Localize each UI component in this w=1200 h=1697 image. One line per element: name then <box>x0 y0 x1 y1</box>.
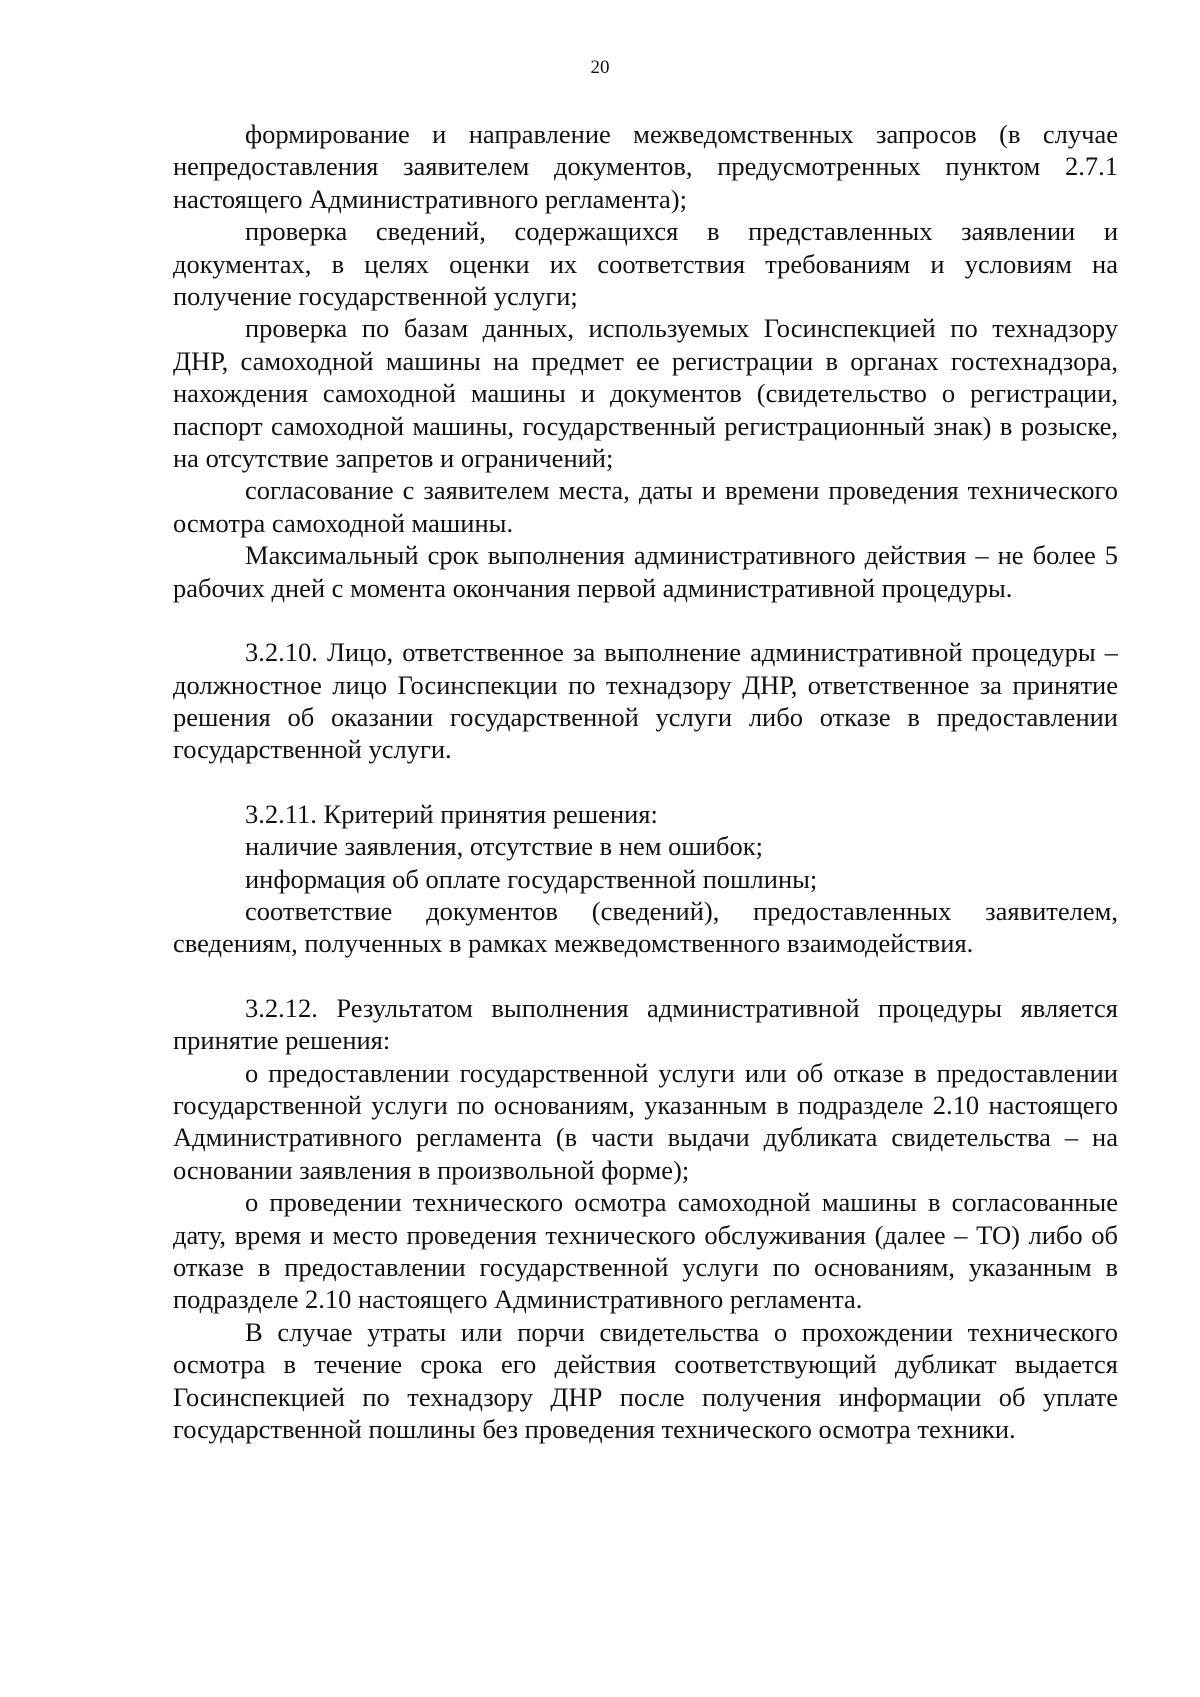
section-3-2-10: 3.2.10. Лицо, ответственное за выполнение административной процедуры – должностное лицо Госинспекции по технадзору ДНР, ответственное за принятие решения об оказании государственной услуги либо отказе в предоставлении государственной услуги. <box>173 637 1118 765</box>
paragraph-decision-inspection: о проведении технического осмотра самоходной машины в согласованные дату, время и место проведения технического обслуживания (далее – ТО) либо об отказе в предоставлении государственной услуги по основаниям, указанным в подразделе 2.10 настоящего Административного регламента. <box>173 1187 1118 1315</box>
paragraph-criterion-application: наличие заявления, отсутствие в нем ошибок; <box>245 831 763 862</box>
paragraph-database-check: проверка по базам данных, используемых Госинспекцией по технадзору ДНР, самоходной машины на предмет ее регистрации в органах гостехнадзора, нахождения самоходной машины и документов (свидетельство о регистрации, паспорт самоходной машины, государственный регистрационный знак) в розыске, на отсутствие запретов и ограничений; <box>173 313 1118 474</box>
section-3-2-11: 3.2.11. Критерий принятия решения: <box>245 798 658 829</box>
paragraph-max-term: Максимальный срок выполнения административного действия – не более 5 рабочих дней с момента окончания первой административной процедуры. <box>173 540 1118 603</box>
paragraph-decision-service: о предоставлении государственной услуги или об отказе в предоставлении государственной услуги по основаниям, указанным в подразделе 2.10 настоящего Административного регламента (в части выдачи дубликата свидетельства – на основании заявления в произвольной форме); <box>173 1057 1118 1185</box>
paragraph-criterion-fee: информация об оплате государственной пошлины; <box>245 863 818 894</box>
document-body <box>173 118 1118 1445</box>
paragraph-duplicate: В случае утраты или порчи свидетельства о прохождении технического осмотра в течение срока его действия соответствующий дубликат выдается Госинспекцией по технадзору ДНР после получения информации об уплате государственной пошлины без проведения технического осмотра техники. <box>173 1316 1118 1445</box>
paragraph-verification: проверка сведений, содержащихся в представленных заявлении и документах, в целях оценки их соответствия требованиям и условиям на получение государственной услуги; <box>173 216 1118 312</box>
paragraph-criterion-documents: соответствие документов (сведений), предоставленных заявителем, сведениям, полученных в рамках межведомственного взаимодействия. <box>173 895 1118 959</box>
paragraph-agreement: согласование с заявителем места, даты и времени проведения технического осмотра самоходной машины. <box>173 475 1118 538</box>
page-number: 20 <box>590 57 610 78</box>
section-3-2-12: 3.2.12. Результатом выполнения административной процедуры является принятие решения: <box>173 992 1118 1056</box>
paragraph-interagency-requests: формирование и направление межведомственных запросов (в случае непредоставления заявителем документов, предусмотренных пунктом 2.7.1 настоящего Административного регламента); <box>173 119 1118 214</box>
